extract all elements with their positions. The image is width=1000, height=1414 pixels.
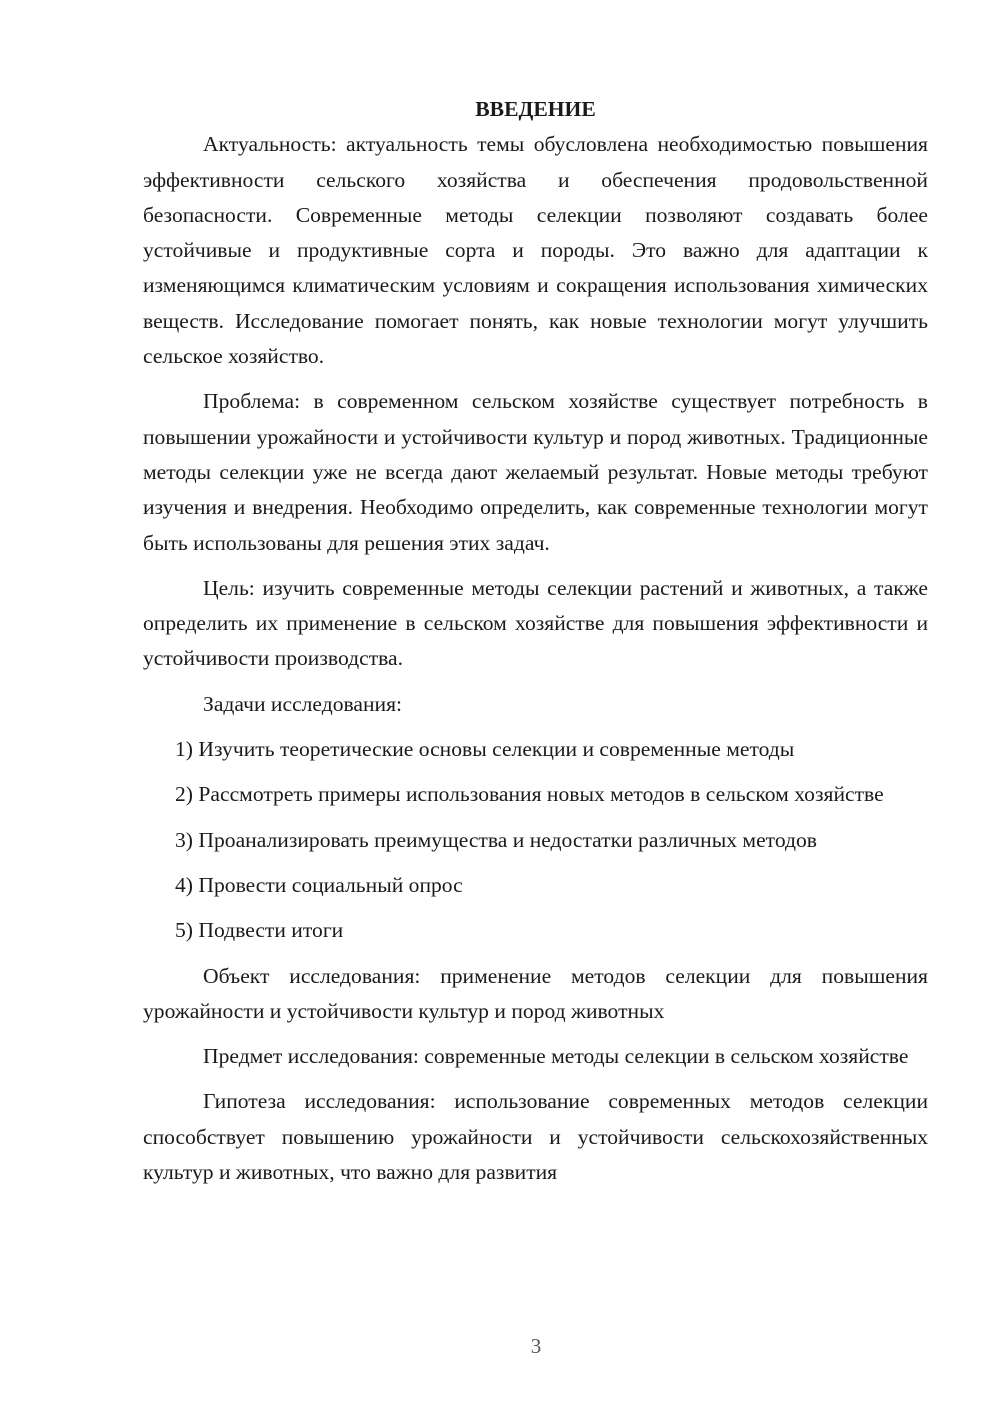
section-title: ВВЕДЕНИЕ bbox=[475, 97, 596, 121]
subject-paragraph: Предмет исследования: современные методы селекции в сельском хозяйстве bbox=[203, 1044, 909, 1069]
problem-paragraph: Проблема: в современном сельском хозяйстве существует потребность в повышении урожайности и устойчивости культур и пород животных. Традиционные методы селекции уже не всегда дают желаемый результат. Новые методы требуют изучения и внедрения. Необходимо определить, как современные технологии могут быть использованы для решения этих задач. bbox=[143, 389, 928, 555]
task-item-2: 2) Рассмотреть примеры использования новых методов в сельском хозяйстве bbox=[175, 782, 884, 807]
task-item-5: 5) Подвести итоги bbox=[175, 918, 344, 943]
relevance-paragraph: Актуальность: актуальность темы обусловлена необходимостью повышения эффективности сельского хозяйства и обеспечения продовольственной безопасности. Современные методы селекции позволяют создавать более устойчивые и продуктивные сорта и породы. Это важно для адаптации к изменяющимся климатическим условиям и сокращения использования химических веществ. Исследование помогает понять, как новые технологии могут улучшить сельское хозяйство. bbox=[143, 132, 928, 369]
page-content bbox=[143, 92, 928, 1190]
goal-paragraph: Цель: изучить современные методы селекции растений и животных, а также определить их применение в сельском хозяйстве для повышения эффективности и устойчивости производства. bbox=[143, 575, 928, 671]
task-item-3: 3) Проанализировать преимущества и недостатки различных методов bbox=[175, 827, 817, 852]
page-number: 3 bbox=[530, 1334, 542, 1358]
tasks-heading: Задачи исследования: bbox=[203, 691, 403, 716]
task-item-1: 1) Изучить теоретические основы селекции и современные методы bbox=[175, 737, 795, 762]
hypothesis-paragraph: Гипотеза исследования: использование современных методов селекции способствует повышению урожайности и устойчивости сельскохозяйственных культур и животных, что важно для развития bbox=[143, 1089, 928, 1185]
object-paragraph: Объект исследования: применение методов селекции для повышения урожайности и устойчивости культур и пород животных bbox=[143, 963, 928, 1023]
task-item-4: 4) Провести социальный опрос bbox=[175, 872, 463, 897]
